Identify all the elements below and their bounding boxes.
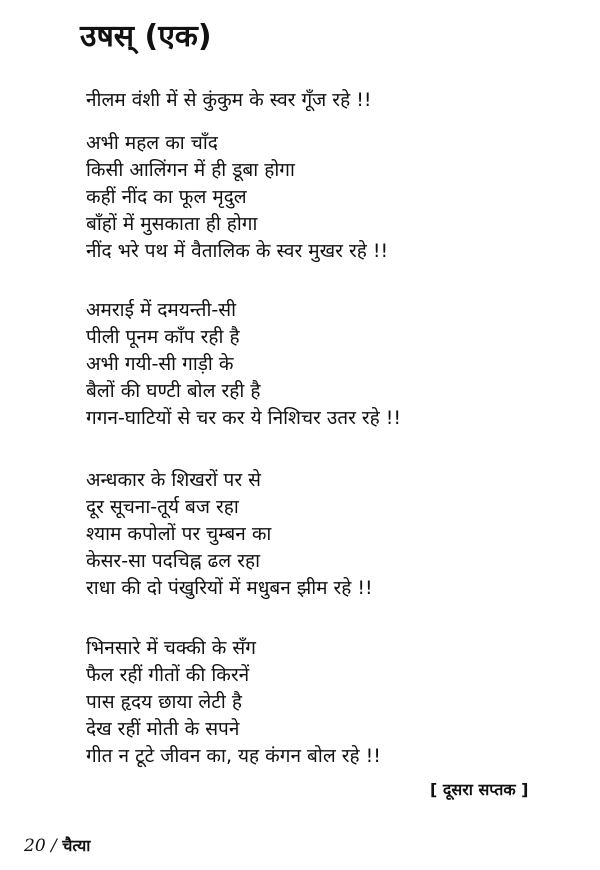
poem-line: भिनसारे में चक्की के सँग: [86, 637, 256, 659]
page-footer: [24, 834, 90, 856]
poem-line: केसर-सा पदचिह्न ढल रहा: [86, 550, 260, 572]
poem-opening-line: नीलम वंशी में से कुंकुम के स्वर गूँज रहे !!: [86, 89, 372, 111]
poem-line: किसी आलिंगन में ही डूबा होगा: [86, 159, 295, 181]
stanza-1: [86, 130, 388, 265]
poem-title: उषस् (एक): [80, 19, 212, 54]
poem-line: गगन-घाटियों से चर कर ये निशिचर उतर रहे !!: [86, 407, 402, 429]
footer-separator: /: [51, 836, 57, 856]
poem-line: बाँहों में मुसकाता ही होगा: [86, 213, 258, 235]
poem-line: नींद भरे पथ में वैतालिक के स्वर मुखर रहे !!: [86, 240, 389, 262]
poem-line: कहीं नींद का फूल मृदुल: [86, 186, 247, 208]
poem-line: देख रहीं मोती के सपने: [86, 718, 240, 740]
poem-line: पीली पूनम काँप रही है: [86, 326, 240, 348]
poem-line: अमराई में दमयन्ती-सी: [86, 299, 237, 321]
stanza-2: [86, 297, 401, 432]
poem-line: दूर सूचना-तूर्य बज रहा: [86, 496, 239, 518]
poem-line: पास हृदय छाया लेटी है: [86, 691, 242, 713]
book-title: चैत्या: [62, 836, 91, 855]
poem-line: राधा की दो पंखुरियों में मधुबन झीम रहे !!: [86, 577, 373, 599]
poem-line: अन्धकार के शिखरों पर से: [86, 469, 261, 491]
poem-line: गीत न टूटे जीवन का, यह कंगन बोल रहे !!: [86, 745, 381, 767]
poem-source: [ दूसरा सप्तक ]: [430, 780, 529, 799]
poem-line: बैलों की घण्टी बोल रही है: [86, 380, 261, 402]
poem-line: फैल रहीं गीतों की किरनें: [86, 664, 250, 686]
stanza-4: [86, 635, 381, 770]
poem-line: श्याम कपोलों पर चुम्बन का: [86, 523, 272, 545]
stanza-3: [86, 467, 373, 602]
poem-line: अभी गयी-सी गाड़ी के: [86, 353, 234, 375]
page-number: 20: [24, 836, 46, 856]
poem-line: अभी महल का चाँद: [86, 132, 218, 154]
